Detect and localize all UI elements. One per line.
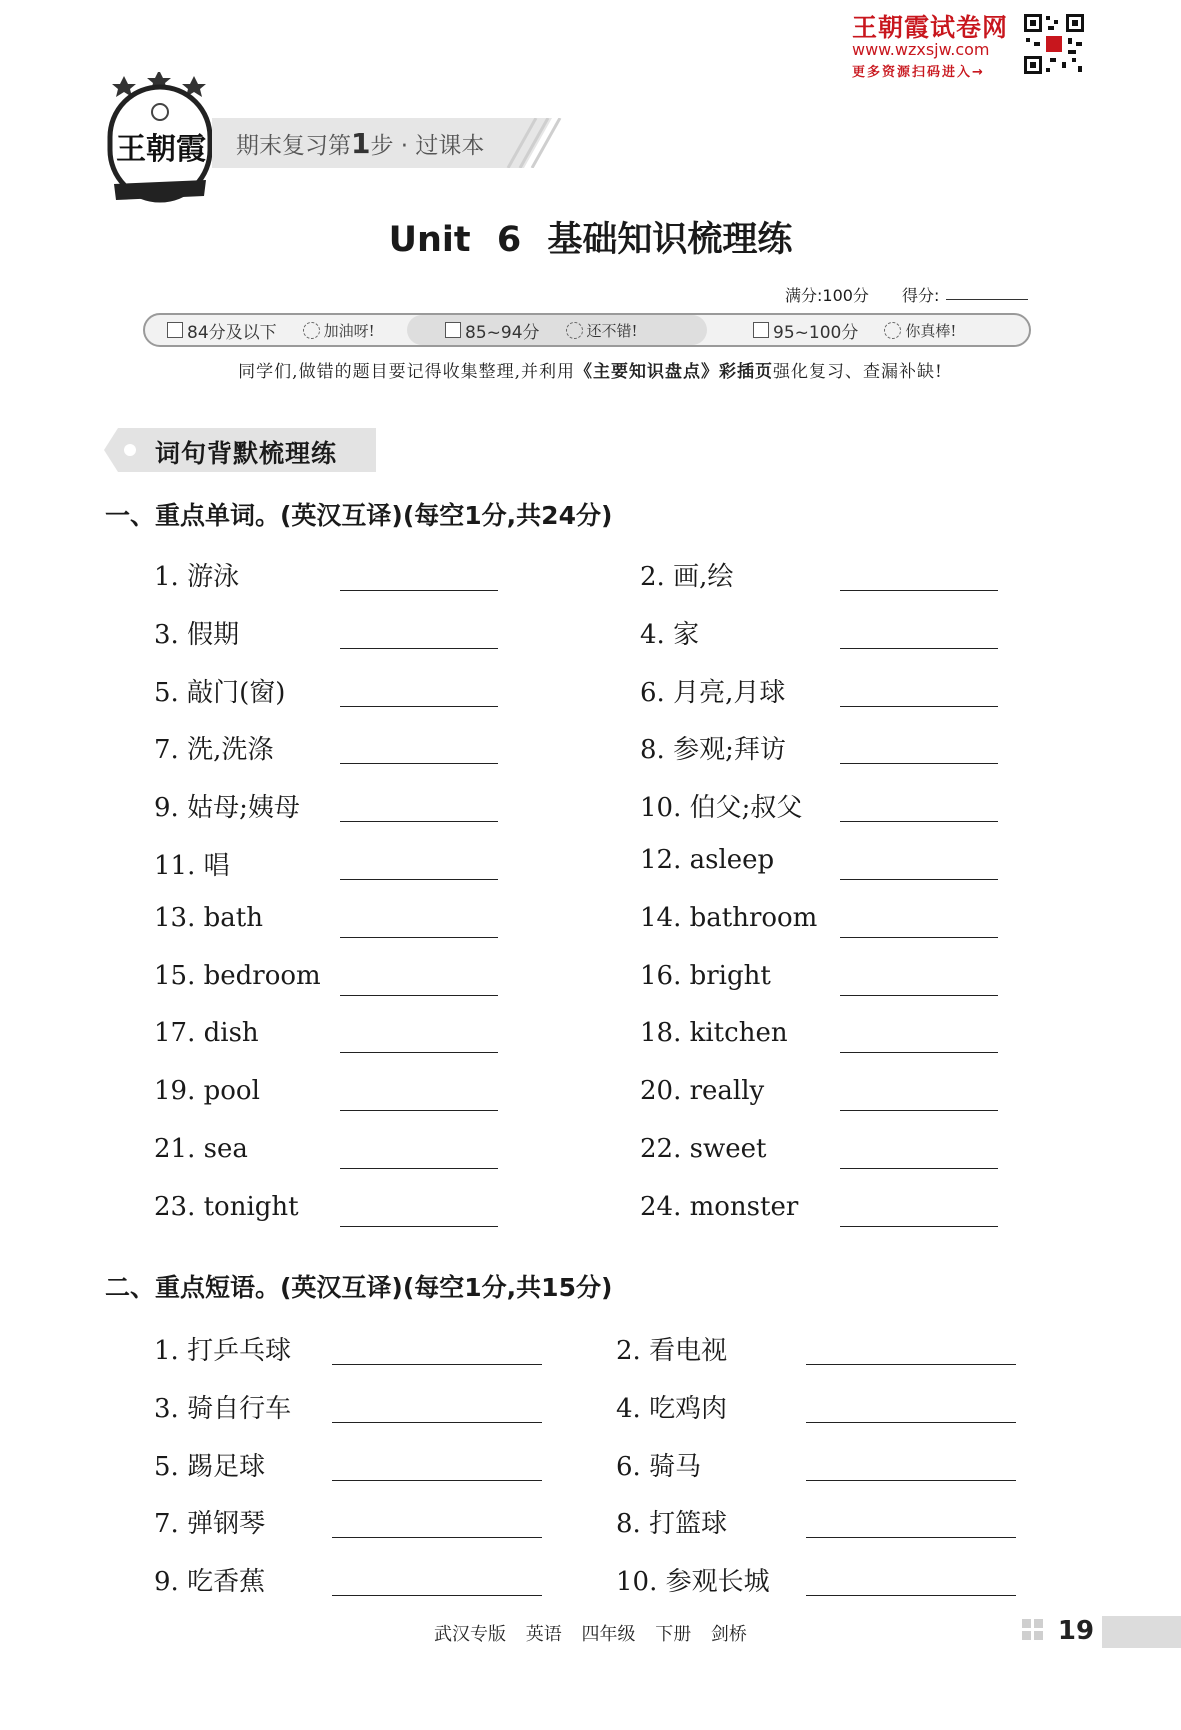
question-item-label: 14. bathroom bbox=[640, 902, 818, 933]
grade-range: 85~94分 bbox=[465, 322, 540, 343]
answer-blank[interactable] bbox=[840, 1226, 998, 1227]
brand-name: 王朝霞试卷网 bbox=[852, 13, 1009, 42]
grade-praise: 还不错! bbox=[586, 321, 638, 340]
answer-blank[interactable] bbox=[806, 1480, 1016, 1481]
answer-blank[interactable] bbox=[340, 706, 498, 707]
page-title: Unit 6 基础知识梳理练 bbox=[388, 220, 793, 260]
score-got-label: 得分: bbox=[902, 286, 940, 305]
answer-blank[interactable] bbox=[332, 1364, 542, 1365]
banner-step-number: 1 bbox=[351, 127, 371, 160]
answer-blank[interactable] bbox=[340, 1168, 498, 1169]
banner-suffix: 步 · 过课本 bbox=[370, 133, 485, 159]
logo-text: 王朝霞 bbox=[116, 132, 206, 167]
question-item-label: 3. 假期 bbox=[154, 619, 240, 650]
answer-blank[interactable] bbox=[340, 1226, 498, 1227]
answer-blank[interactable] bbox=[840, 648, 998, 649]
grade-range: 84分及以下 bbox=[187, 322, 277, 343]
question-item-label: 6. 月亮,月球 bbox=[640, 677, 786, 708]
smiley-icon bbox=[884, 322, 901, 339]
brand-scan-text: 更多资源扫码进入→ bbox=[852, 65, 985, 80]
answer-blank[interactable] bbox=[840, 879, 998, 880]
question-item-label: 10. 伯父;叔父 bbox=[640, 793, 803, 824]
grade-praise: 你真棒! bbox=[905, 321, 957, 340]
question-item-label: 16. bright bbox=[640, 960, 771, 991]
smiley-icon bbox=[566, 322, 583, 339]
answer-blank[interactable] bbox=[806, 1422, 1016, 1423]
grade-praise: 加油呀! bbox=[323, 321, 375, 340]
question-item-label: 8. 参观;拜访 bbox=[640, 735, 786, 766]
note-text: 同学们,做错的题目要记得收集整理,并利用 bbox=[238, 362, 575, 382]
question-item-label: 13. bath bbox=[154, 902, 263, 933]
question-item-label: 2. 看电视 bbox=[616, 1336, 728, 1366]
grade-checkbox[interactable] bbox=[167, 322, 183, 338]
answer-blank[interactable] bbox=[340, 821, 498, 822]
question-item-label: 18. kitchen bbox=[640, 1018, 788, 1049]
question-item-label: 5. 踢足球 bbox=[154, 1451, 266, 1482]
footer-edition: 武汉专版 英语 四年级 下册 剑桥 bbox=[434, 1624, 747, 1645]
answer-blank[interactable] bbox=[340, 1110, 498, 1111]
question-item-label: 7. 洗,洗涤 bbox=[154, 735, 274, 766]
instruction-note bbox=[0, 357, 1181, 382]
answer-blank[interactable] bbox=[806, 1537, 1016, 1538]
answer-blank[interactable] bbox=[332, 1422, 542, 1423]
answer-blank[interactable] bbox=[340, 590, 498, 591]
banner-title bbox=[236, 127, 484, 160]
answer-blank[interactable] bbox=[840, 1052, 998, 1053]
answer-blank[interactable] bbox=[840, 763, 998, 764]
answer-blank[interactable] bbox=[840, 821, 998, 822]
question-item-label: 19. pool bbox=[154, 1076, 260, 1107]
answer-blank[interactable] bbox=[332, 1480, 542, 1481]
grade-option-low bbox=[167, 315, 447, 345]
page-number: 19 bbox=[1050, 1614, 1102, 1648]
question-item-label: 17. dish bbox=[154, 1018, 259, 1049]
question-item-label: 5. 敲门(窗) bbox=[154, 677, 286, 708]
question-item-label: 22. sweet bbox=[640, 1134, 767, 1164]
question-item-label: 23. tonight bbox=[154, 1191, 299, 1222]
grade-rating-bar bbox=[143, 313, 1031, 347]
grade-range: 95~100分 bbox=[773, 322, 859, 343]
question-item-label: 8. 打篮球 bbox=[616, 1509, 728, 1540]
qr-code-icon bbox=[1022, 12, 1086, 76]
answer-blank[interactable] bbox=[840, 706, 998, 707]
smiley-icon bbox=[303, 322, 320, 339]
answer-blank[interactable] bbox=[340, 763, 498, 764]
question-item-label: 2. 画,绘 bbox=[640, 562, 734, 592]
full-score-label: 满分:100分 bbox=[785, 286, 869, 305]
question-item-label: 24. monster bbox=[640, 1191, 799, 1222]
question-item-label: 6. 骑马 bbox=[616, 1451, 702, 1482]
grade-option-mid bbox=[407, 315, 707, 345]
answer-blank[interactable] bbox=[340, 879, 498, 880]
question-item-label: 21. sea bbox=[154, 1134, 248, 1164]
question-item-label: 9. 姑母;姨母 bbox=[154, 793, 300, 824]
question-item-label: 4. 家 bbox=[640, 619, 700, 650]
answer-blank[interactable] bbox=[340, 648, 498, 649]
answer-blank[interactable] bbox=[840, 590, 998, 591]
question-item-label: 7. 弹钢琴 bbox=[154, 1509, 266, 1540]
question-item-label: 1. 游泳 bbox=[154, 562, 240, 592]
note-text-end: 强化复习、查漏补缺! bbox=[772, 362, 943, 382]
answer-blank[interactable] bbox=[840, 995, 998, 996]
banner-prefix: 期末复习第 bbox=[236, 133, 351, 159]
grade-checkbox[interactable] bbox=[753, 322, 769, 338]
answer-blank[interactable] bbox=[340, 995, 498, 996]
answer-blank[interactable] bbox=[840, 1168, 998, 1169]
answer-blank[interactable] bbox=[840, 937, 998, 938]
question-item-label: 10. 参观长城 bbox=[616, 1567, 770, 1598]
brand-url: www.wzxsjw.com bbox=[852, 40, 990, 59]
question-2-heading: 二、重点短语。(英汉互译)(每空1分,共15分) bbox=[105, 1273, 613, 1302]
grade-option-high bbox=[753, 315, 1013, 345]
section-label: 词句背默梳理练 bbox=[155, 439, 338, 468]
question-item-label: 1. 打乒乓球 bbox=[154, 1336, 292, 1366]
question-item-label: 9. 吃香蕉 bbox=[154, 1567, 266, 1598]
answer-blank[interactable] bbox=[340, 1052, 498, 1053]
answer-blank[interactable] bbox=[340, 937, 498, 938]
answer-blank[interactable] bbox=[806, 1364, 1016, 1365]
score-answer-blank[interactable] bbox=[946, 299, 1028, 300]
question-item-label: 11. 唱 bbox=[154, 851, 230, 881]
answer-blank[interactable] bbox=[806, 1595, 1016, 1596]
answer-blank[interactable] bbox=[840, 1110, 998, 1111]
note-highlight: 《主要知识盘点》彩插页 bbox=[574, 362, 773, 382]
question-item-label: 4. 吃鸡肉 bbox=[616, 1393, 728, 1424]
question-item-label: 3. 骑自行车 bbox=[154, 1393, 292, 1424]
grade-checkbox[interactable] bbox=[445, 322, 461, 338]
question-item-label: 15. bedroom bbox=[154, 960, 321, 991]
answer-blank[interactable] bbox=[332, 1595, 542, 1596]
question-1-heading: 一、重点单词。(英汉互译)(每空1分,共24分) bbox=[105, 501, 613, 530]
page-marker-icon bbox=[1020, 1617, 1050, 1647]
question-item-label: 20. really bbox=[640, 1076, 765, 1107]
question-item-label: 12. asleep bbox=[640, 845, 775, 875]
answer-blank[interactable] bbox=[332, 1537, 542, 1538]
